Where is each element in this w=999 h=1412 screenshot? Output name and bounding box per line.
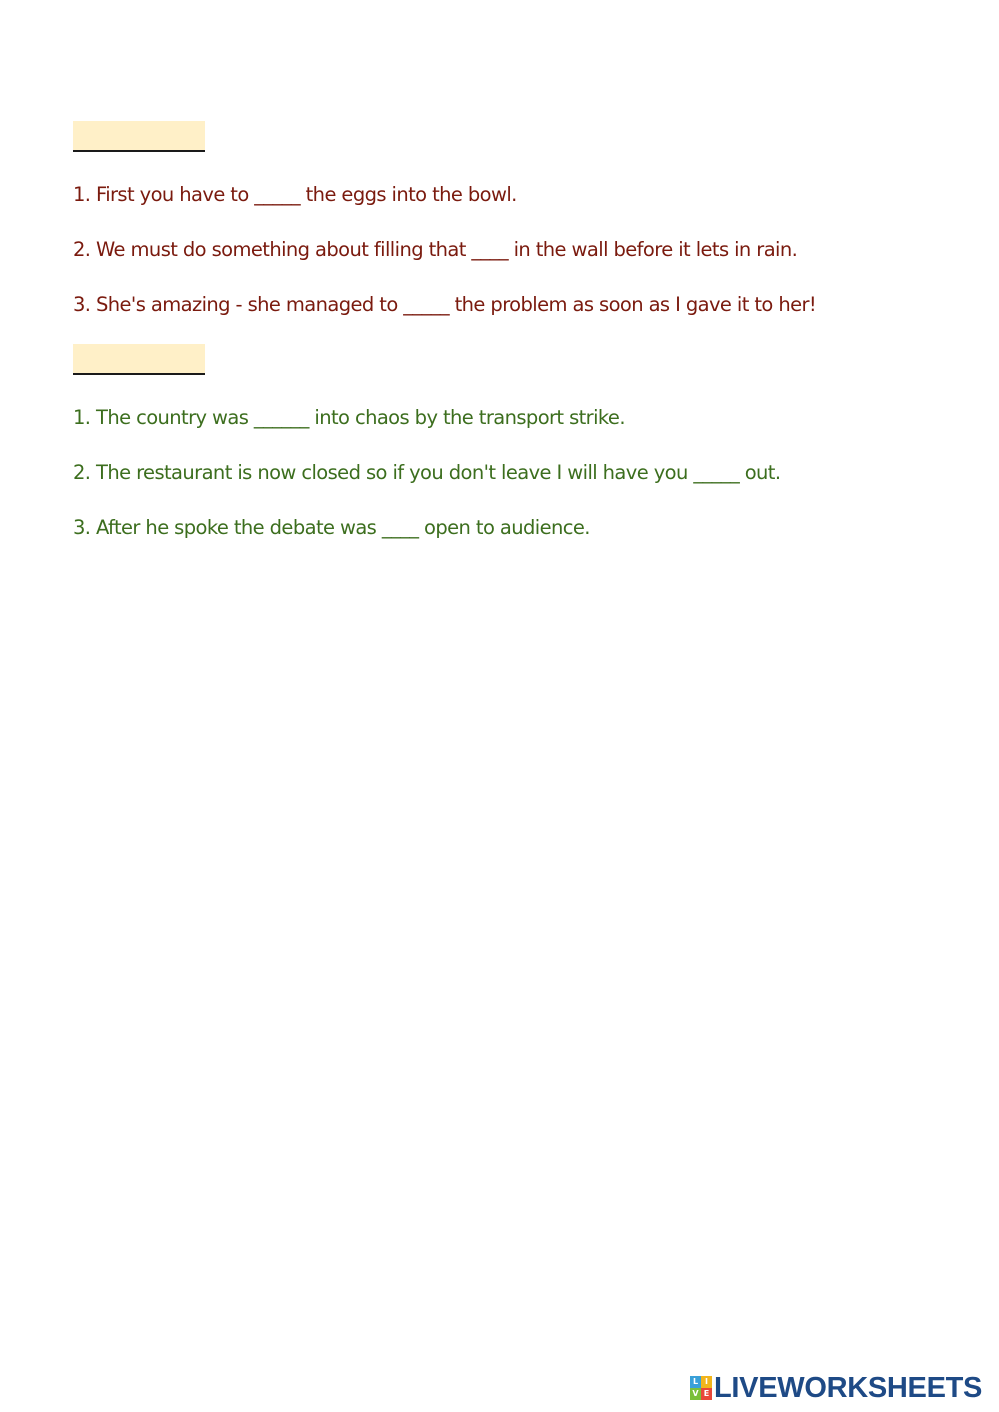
exercise-sentence: 1. The country was ______ into chaos by the transport strike. — [73, 406, 625, 429]
exercise-sentence: 1. First you have to _____ the eggs into the bowl. — [73, 183, 517, 206]
logo-mark-letter: E — [701, 1388, 712, 1400]
exercise-sentence: 3. She's amazing - she managed to _____ the problem as soon as I gave it to her! — [73, 293, 817, 316]
exercise-sentence: 2. The restaurant is now closed so if you don't leave I will have you _____ out. — [73, 461, 781, 484]
logo-mark-icon — [690, 1376, 712, 1400]
logo-text: LIVEWORKSHEETS — [714, 1372, 983, 1404]
logo-mark-letter: I — [701, 1376, 712, 1388]
exercise-sentence: 2. We must do something about filling that ____ in the wall before it lets in rain. — [73, 238, 798, 261]
exercise-sentence: 3. After he spoke the debate was ____ open to audience. — [73, 516, 590, 539]
logo-mark-letter: L — [690, 1376, 701, 1388]
answer-input-box[interactable] — [73, 121, 205, 152]
answer-input-box[interactable] — [73, 344, 205, 375]
liveworksheets-logo — [690, 1374, 982, 1402]
logo-mark-letter: V — [690, 1388, 701, 1400]
